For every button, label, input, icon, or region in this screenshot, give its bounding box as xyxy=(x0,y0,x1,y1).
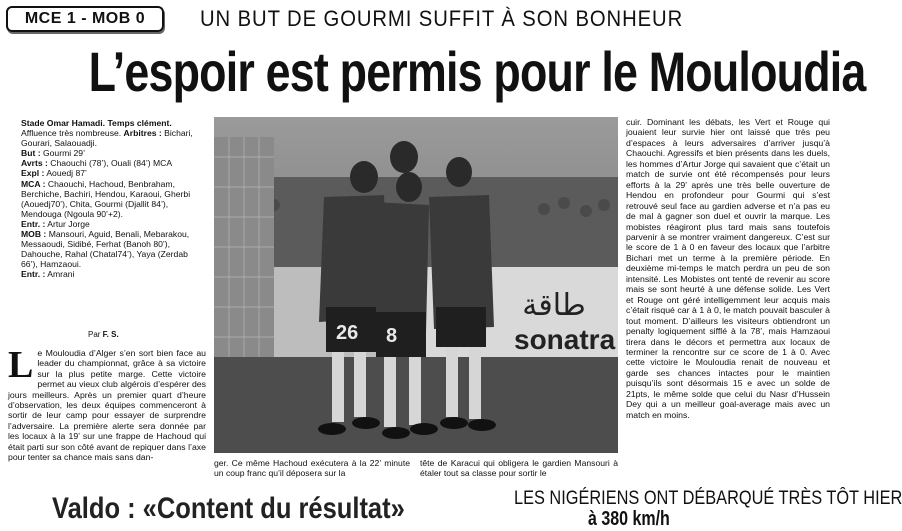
factsheet-line-0: Stade Omar Hamadi. Temps clément. xyxy=(21,118,172,128)
factsheet-line-5: Expl : Aouedj 87’ xyxy=(21,168,87,179)
sponsor-latin: sonatra xyxy=(514,324,616,355)
factsheet-line-4: Avrts : Chaouchi (78’), Ouali (84’) MCA xyxy=(21,158,173,169)
article-column-3: tête de Karacui qui obligera le gardien Mansouri à étaler tout sa classe pour sortir le xyxy=(420,458,618,479)
article-column-2: ger. Ce même Hachoud exécutera à la 22’ minute un coup franc qu’il déposera sur la xyxy=(214,458,410,479)
jersey-number-2: 8 xyxy=(386,325,398,347)
article-column-1 xyxy=(8,344,206,463)
score-label: MCE 1 - MOB 0 xyxy=(24,10,146,27)
factsheet-line-3: But : Gourmi 29’ xyxy=(21,148,85,159)
headline: L’espoir est permis pour le Mouloudia xyxy=(88,40,866,103)
next-article-headline-2: à 380 km/h xyxy=(588,508,670,530)
factsheet-line-7: Entr. : Artur Jorge xyxy=(21,218,90,229)
factsheet-line-1: Affluence très nombreuse. Arbitres : Bichari, Gourari, Salaouadji. xyxy=(21,128,193,149)
kicker: UN BUT DE GOURMI SUFFIT À SON BONHEUR xyxy=(200,6,684,31)
factsheet-line-9: Entr. : Amrani xyxy=(21,269,75,280)
jersey-number-1: 26 xyxy=(336,322,359,344)
match-factsheet xyxy=(21,118,196,280)
dropcap: L xyxy=(8,344,34,386)
article-column-4: cuir. Dominant les débats, les Vert et Rouge qui jouaient leur survie hier ont laissé que très peu d’espaces à leurs adversaires d’arriver jusqu’à Chaouchi. Agressifs et bien présents dans les duels, les hommes d’Artur Jorge qui savaient que c’était un match de survie ont été récompensés pour leurs efforts à la 29’ après une très belle ouverture de Hendou en profondeur pour Gourmi qui s’est retrouvé seul face au gardien adverse et n’a pas eu de mal à gagner son duel et ouvrir la marque. Les mobistes réagiront plus tard mais sans toutefois parvenir à se montrer vraiment dangereux. C’est sur le score de 1 à 0 en faveur des locaux que l’arbitre Bichari met un terme à la première période. En deuxième mi-temps le match perdra un peu de son intensité. Les Mobistes ont tenté de revenir au score mais se sont heurté à une défense solide. Les Vert et Rouge ont géré intelligemment leur acquis mais c’était risqué car à 1 à 0, le match pouvait basculer à tout moment. D’ailleurs les visiteurs obtiendront un penalty logiquement sifflé à la 78’, mais Hamzaoui tirera dans le décors et permettra aux locaux de terminer la rencontre sur ce score de 1 à 0. Avec cette victoire le Mouloudia renait de nouveau et garde ses chances intactes pour le maintien puisqu’ils sont désormais 15 e avec un solde de 21pts, le même solde que celui du Nasr d’Hussein Dey qui a un meilleur goal-average mais avec un match en moins. xyxy=(626,117,830,420)
match-photo xyxy=(214,117,618,453)
next-article-headline: Valdo : «Content du résultat» xyxy=(52,492,405,525)
sponsor-arabic: طاقة xyxy=(522,288,586,323)
next-article-kicker: LES NIGÉRIENS ONT DÉBARQUÉ TRÈS TÔT HIER xyxy=(514,488,902,509)
byline: Par F. S. xyxy=(88,330,119,339)
byline-author: F. S. xyxy=(102,330,119,339)
factsheet-line-6: MCA : Chaouchi, Hachoud, Benbraham, Berchiche, Bachiri, Hendou, Karaoui, Gherbi (Aouedj70’), Chita, Gourmi (Djallit 84’), Mendouga (Ngoula 90’+2). xyxy=(21,178,191,219)
score-box xyxy=(6,6,164,32)
article-text-1: e Mouloudia d’Alger s’en sort bien face au leader du championnat, grâce à sa victoire sur la plus petite marge. Cette victoire permet au vieux club algérois d’espérer des jours meilleurs. Après un premier quart d’heure d’observation, les deux équipes commenceront à sortir de leur camp pour essayer de surprendre l’adversaire. La première alerte sera donnée par les locaux à la 19’ sur une frappe de Hachoud qui était parti sur son côté avant de repiquer dans l’axe pour tenter sa chance mais sans dan- xyxy=(8,348,206,463)
factsheet-line-8: MOB : Mansouri, Aguid, Benali, Mebarakou, Messaoudi, Sidibé, Ferhat (Banoh 80’), Dahouche, Rahal (Chatal74’), Yaya (Zerdab 66’), Hamzaoui. xyxy=(21,229,190,270)
